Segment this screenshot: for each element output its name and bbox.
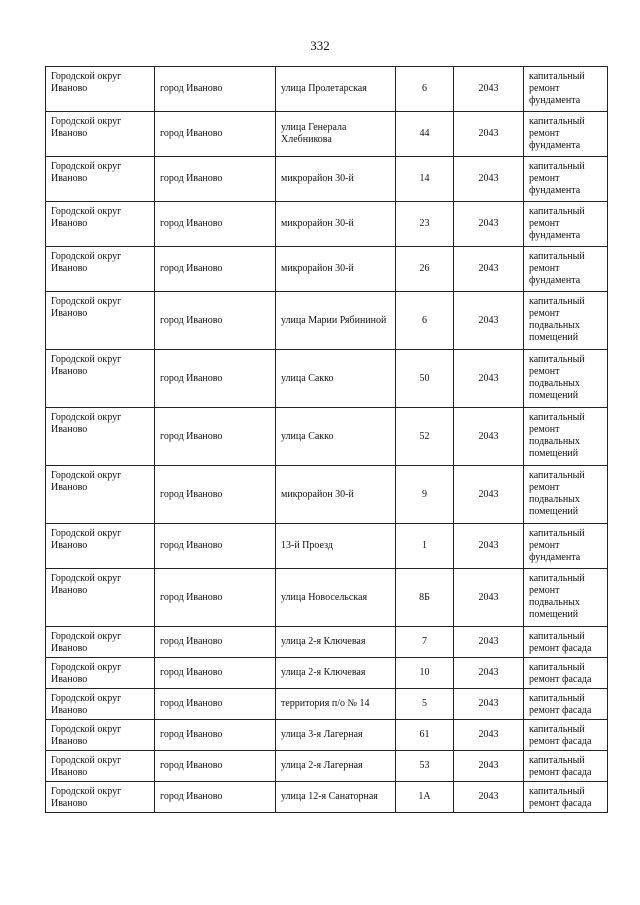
table-row (46, 202, 608, 247)
cell-settlement: город Иваново (155, 751, 276, 782)
cell-year: 2043 (454, 247, 524, 292)
cell-settlement: город Иваново (155, 247, 276, 292)
cell-house-number: 26 (396, 247, 454, 292)
table-row (46, 689, 608, 720)
cell-street: улица 2-я Ключевая (276, 658, 396, 689)
cell-settlement: город Иваново (155, 524, 276, 569)
cell-year: 2043 (454, 569, 524, 627)
cell-street: улица 3-я Лагерная (276, 720, 396, 751)
cell-settlement: город Иваново (155, 408, 276, 466)
cell-work-type: капитальный ремонт фундамента (524, 112, 608, 157)
table-row (46, 524, 608, 569)
cell-street: улица Пролетарская (276, 67, 396, 112)
cell-settlement: город Иваново (155, 350, 276, 408)
cell-house-number: 9 (396, 466, 454, 524)
cell-settlement: город Иваново (155, 202, 276, 247)
cell-street: микрорайон 30-й (276, 247, 396, 292)
cell-house-number: 52 (396, 408, 454, 466)
cell-year: 2043 (454, 157, 524, 202)
cell-year: 2043 (454, 350, 524, 408)
cell-settlement: город Иваново (155, 112, 276, 157)
table-row (46, 157, 608, 202)
cell-municipality: Городской округ Иваново (46, 202, 155, 247)
cell-street: территория п/о № 14 (276, 689, 396, 720)
cell-work-type: капитальный ремонт фасада (524, 689, 608, 720)
cell-year: 2043 (454, 689, 524, 720)
cell-street: улица Сакко (276, 350, 396, 408)
cell-municipality: Городской округ Иваново (46, 466, 155, 524)
cell-year: 2043 (454, 466, 524, 524)
table-row (46, 67, 608, 112)
cell-settlement: город Иваново (155, 720, 276, 751)
cell-municipality: Городской округ Иваново (46, 408, 155, 466)
cell-settlement: город Иваново (155, 627, 276, 658)
table-row (46, 112, 608, 157)
cell-street: улица 2-я Лагерная (276, 751, 396, 782)
cell-street: улица 2-я Ключевая (276, 627, 396, 658)
table-body (46, 67, 608, 813)
cell-municipality: Городской округ Иваново (46, 627, 155, 658)
table-row (46, 751, 608, 782)
cell-work-type: капитальный ремонт фасада (524, 751, 608, 782)
cell-house-number: 6 (396, 67, 454, 112)
cell-settlement: город Иваново (155, 782, 276, 813)
cell-work-type: капитальный ремонт фасада (524, 782, 608, 813)
cell-municipality: Городской округ Иваново (46, 751, 155, 782)
cell-municipality: Городской округ Иваново (46, 67, 155, 112)
cell-work-type: капитальный ремонт фундамента (524, 202, 608, 247)
cell-year: 2043 (454, 67, 524, 112)
cell-year: 2043 (454, 627, 524, 658)
cell-street: микрорайон 30-й (276, 202, 396, 247)
cell-street: 13-й Проезд (276, 524, 396, 569)
cell-house-number: 23 (396, 202, 454, 247)
cell-house-number: 14 (396, 157, 454, 202)
cell-street: микрорайон 30-й (276, 466, 396, 524)
cell-settlement: город Иваново (155, 292, 276, 350)
cell-house-number: 61 (396, 720, 454, 751)
cell-year: 2043 (454, 202, 524, 247)
cell-house-number: 1А (396, 782, 454, 813)
cell-work-type: капитальный ремонт фундамента (524, 157, 608, 202)
cell-year: 2043 (454, 782, 524, 813)
table-row (46, 466, 608, 524)
cell-house-number: 8Б (396, 569, 454, 627)
cell-settlement: город Иваново (155, 689, 276, 720)
cell-work-type: капитальный ремонт фундамента (524, 524, 608, 569)
cell-street: улица Новосельская (276, 569, 396, 627)
cell-municipality: Городской округ Иваново (46, 689, 155, 720)
cell-house-number: 44 (396, 112, 454, 157)
cell-house-number: 6 (396, 292, 454, 350)
cell-work-type: капитальный ремонт фасада (524, 627, 608, 658)
table-row (46, 408, 608, 466)
cell-work-type: капитальный ремонт фундамента (524, 67, 608, 112)
cell-work-type: капитальный ремонт фундамента (524, 247, 608, 292)
cell-work-type: капитальный ремонт подвальных помещений (524, 569, 608, 627)
cell-year: 2043 (454, 751, 524, 782)
cell-house-number: 1 (396, 524, 454, 569)
cell-work-type: капитальный ремонт подвальных помещений (524, 466, 608, 524)
cell-municipality: Городской округ Иваново (46, 658, 155, 689)
cell-municipality: Городской округ Иваново (46, 350, 155, 408)
cell-year: 2043 (454, 292, 524, 350)
cell-settlement: город Иваново (155, 569, 276, 627)
cell-year: 2043 (454, 112, 524, 157)
cell-year: 2043 (454, 408, 524, 466)
table-row (46, 247, 608, 292)
cell-street: улица Марии Рябининой (276, 292, 396, 350)
cell-house-number: 10 (396, 658, 454, 689)
cell-street: улица 12-я Санаторная (276, 782, 396, 813)
table-row (46, 658, 608, 689)
cell-municipality: Городской округ Иваново (46, 569, 155, 627)
cell-house-number: 50 (396, 350, 454, 408)
cell-year: 2043 (454, 658, 524, 689)
cell-municipality: Городской округ Иваново (46, 247, 155, 292)
cell-municipality: Городской округ Иваново (46, 720, 155, 751)
cell-street: улица Сакко (276, 408, 396, 466)
cell-house-number: 53 (396, 751, 454, 782)
cell-work-type: капитальный ремонт подвальных помещений (524, 408, 608, 466)
cell-house-number: 7 (396, 627, 454, 658)
cell-settlement: город Иваново (155, 658, 276, 689)
cell-street: улица Генерала Хлебникова (276, 112, 396, 157)
cell-work-type: капитальный ремонт фасада (524, 720, 608, 751)
cell-municipality: Городской округ Иваново (46, 112, 155, 157)
cell-settlement: город Иваново (155, 157, 276, 202)
table-row (46, 350, 608, 408)
table-row (46, 292, 608, 350)
table-row (46, 720, 608, 751)
repair-schedule-table (45, 66, 608, 813)
cell-settlement: город Иваново (155, 67, 276, 112)
page-number: 332 (310, 38, 330, 53)
table-row (46, 569, 608, 627)
cell-municipality: Городской округ Иваново (46, 524, 155, 569)
cell-street: микрорайон 30-й (276, 157, 396, 202)
table-row (46, 627, 608, 658)
cell-year: 2043 (454, 720, 524, 751)
cell-house-number: 5 (396, 689, 454, 720)
cell-municipality: Городской округ Иваново (46, 292, 155, 350)
cell-work-type: капитальный ремонт подвальных помещений (524, 350, 608, 408)
cell-municipality: Городской округ Иваново (46, 157, 155, 202)
cell-municipality: Городской округ Иваново (46, 782, 155, 813)
table-row (46, 782, 608, 813)
cell-settlement: город Иваново (155, 466, 276, 524)
cell-work-type: капитальный ремонт подвальных помещений (524, 292, 608, 350)
cell-work-type: капитальный ремонт фасада (524, 658, 608, 689)
cell-year: 2043 (454, 524, 524, 569)
